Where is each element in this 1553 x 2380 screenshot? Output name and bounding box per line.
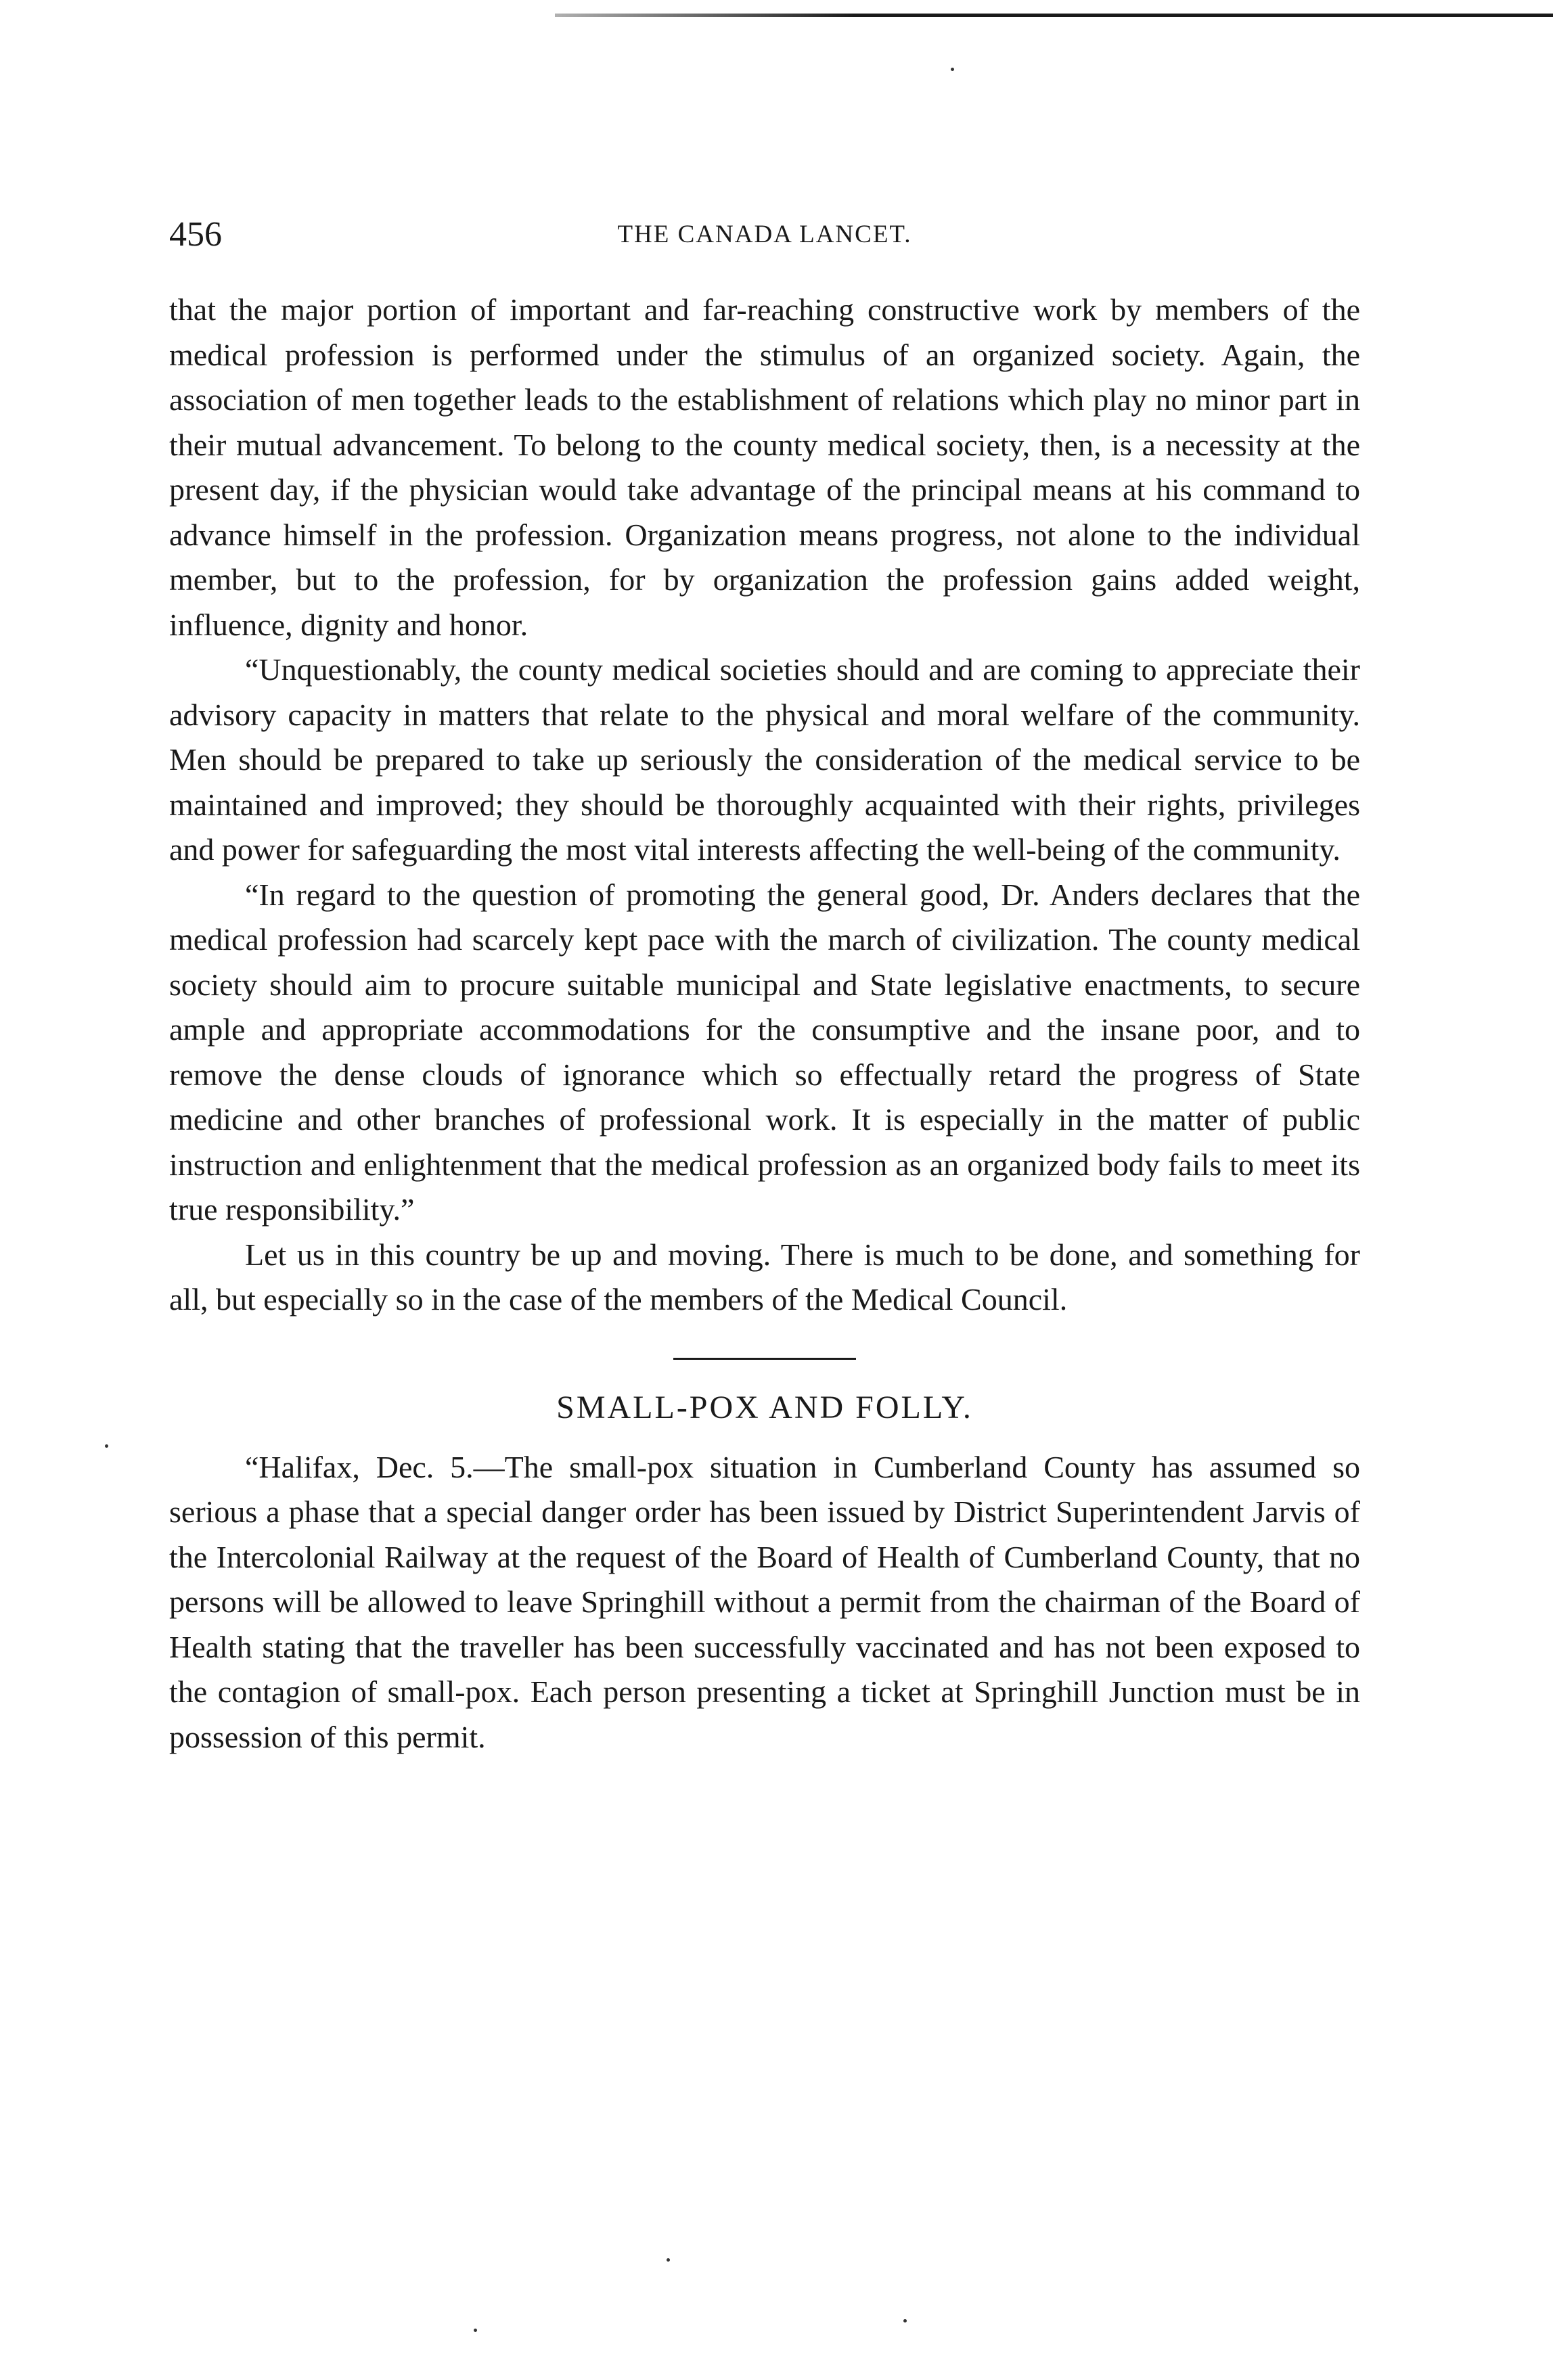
- paragraph-continued: that the major portion of important and far-reaching constructive work by members of the medical profession is performed under the stimulus of an organized society. Again, the association of men together leads to the establishment of relations which play no minor part in their mutual advancement. To belong to the county medical society, then, is a necessity at the present day, if the physician would take advantage of the principal means at his command to advance himself in the profession. Organization means progress, not alone to the individual member, but to the profession, for by organization the profession gains added weight, influence, dignity and honor.: [169, 292, 1360, 642]
- section-divider: [673, 1358, 856, 1360]
- running-title: THE CANADA LANCET.: [617, 221, 912, 248]
- section-title: SMALL-POX AND FOLLY.: [556, 1389, 973, 1425]
- scan-speck: [105, 1444, 108, 1448]
- scan-speck: [667, 2258, 670, 2262]
- body-text: [169, 288, 1360, 1760]
- scan-edge-rule: [555, 14, 1553, 17]
- paragraph-up-and-moving: Let us in this country be up and moving. There is much to be done, and something for all, but especially so in the case of the members of the Medical Council.: [169, 1237, 1360, 1317]
- scan-speck: [903, 2319, 907, 2322]
- paragraph-general-good: “In regard to the question of promoting the general good, Dr. Anders declares that the medical profession had scarcely kept pace with the march of civilization. The county medical society should aim to procure suitable municipal and State legislative enactments, to secure ample and appropriate accommodations for the consumptive and the insane poor, and to remove the dense clouds of ignorance which so effectually retard the progress of State medicine and other branches of professional work. It is especially in the matter of public instruction and enlightenment that the medical profession as an organized body fails to meet its true responsibility.”: [169, 877, 1360, 1227]
- page-header: [169, 211, 1360, 258]
- page-number: 456: [169, 215, 222, 254]
- paragraph-halifax: “Halifax, Dec. 5.—The small-pox situation in Cumberland County has assumed so serious a phase that a special danger order has been issued by District Superintendent Jarvis of the Intercolonial Railway at the request of the Board of Health of Cumberland County, that no persons will be allowed to leave Springhill without a permit from the chairman of the Board of Health stating that the traveller has been successfully vaccinated and has not been exposed to the contagion of small-pox. Each person presenting a ticket at Springhill Junction must be in possession of this permit.: [169, 1449, 1360, 1754]
- paragraph-county-societies: “Unquestionably, the county medical societies should and are coming to appreciate their advisory capacity in matters that relate to the physical and moral welfare of the community. Men should be prepared to take up seriously the consideration of the medical service to be maintained and improved; they should be thoroughly acquainted with their rights, privileges and power for safeguarding the most vital interests affecting the well-being of the community.: [169, 652, 1360, 867]
- scan-speck: [474, 2329, 477, 2332]
- scan-speck: [951, 68, 954, 71]
